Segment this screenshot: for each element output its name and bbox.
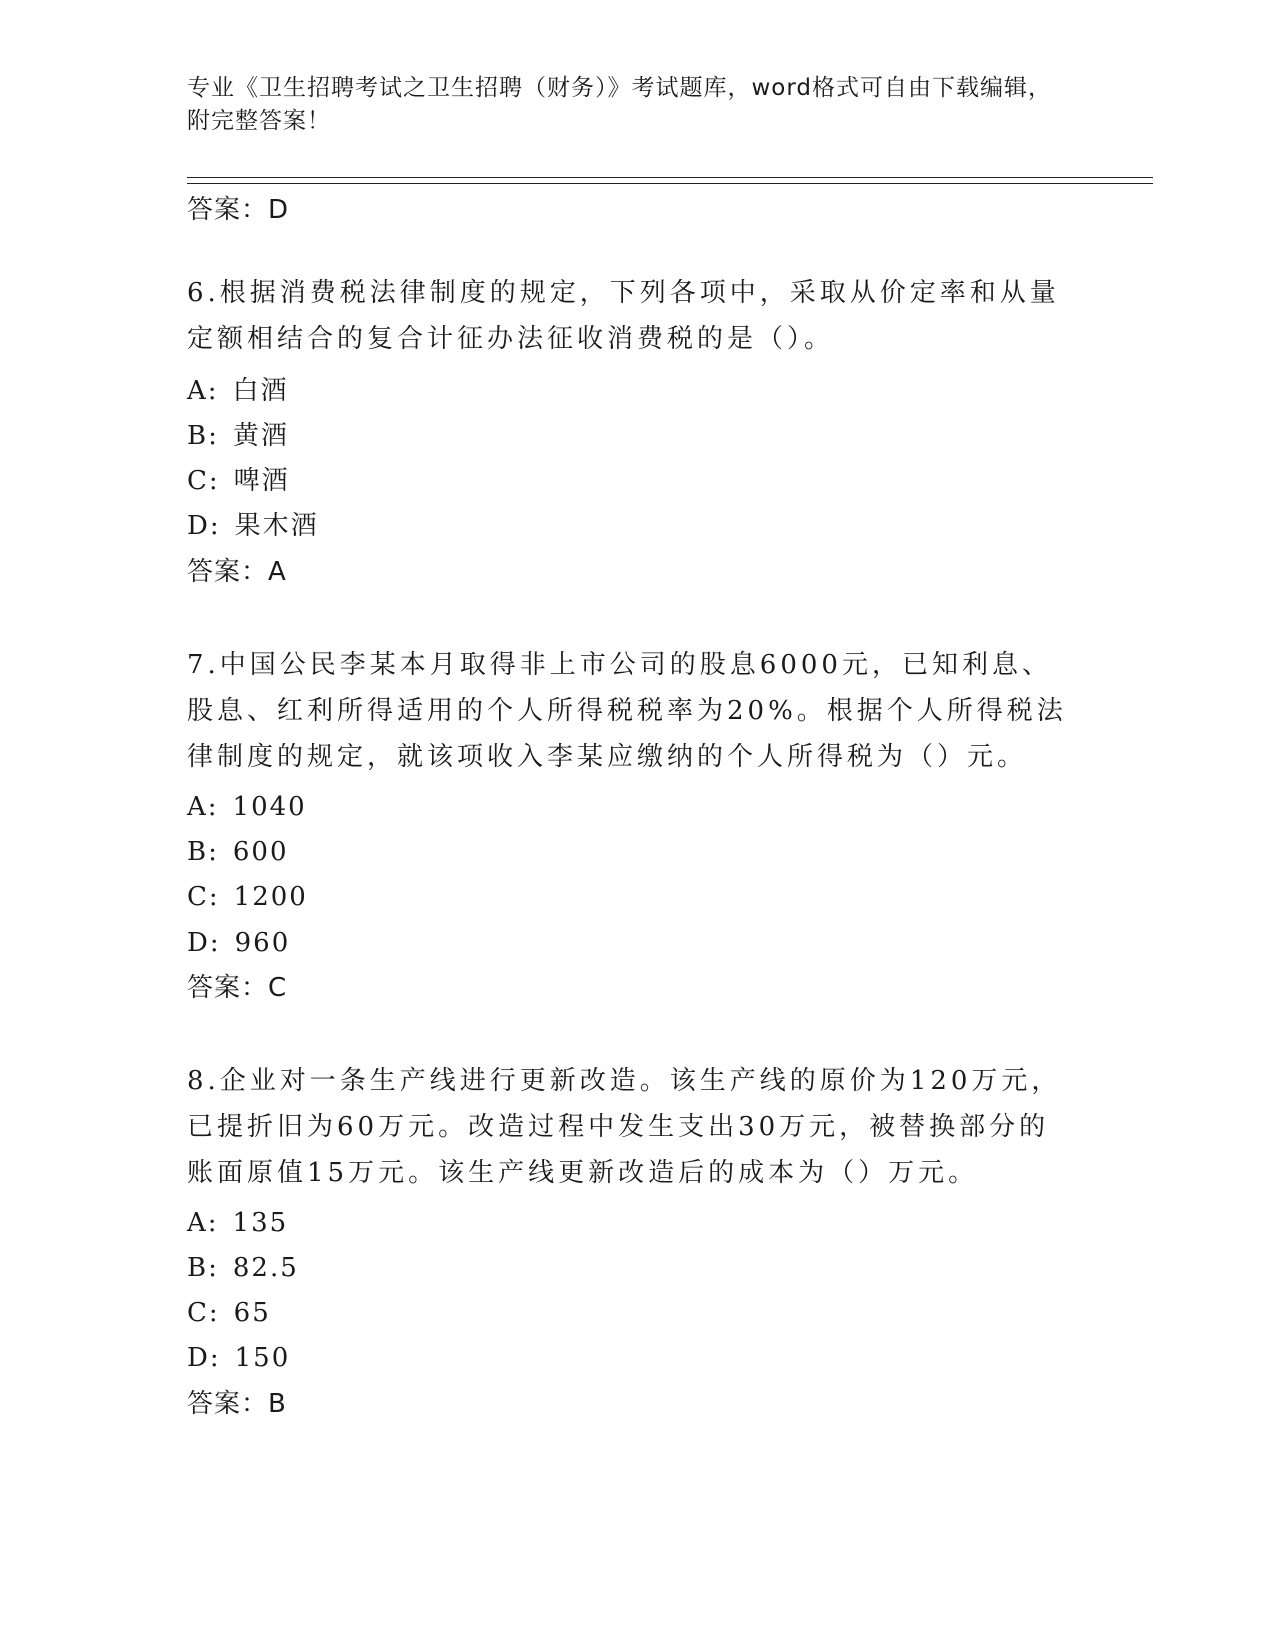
answer-q6: 答案：A xyxy=(187,557,287,587)
question-7-option-a xyxy=(187,790,307,824)
option-key: C: xyxy=(187,882,220,912)
option-key: C: xyxy=(187,1298,220,1328)
question-7-option-d xyxy=(187,926,290,960)
option-text: 135 xyxy=(232,1208,289,1238)
option-text: 1040 xyxy=(232,792,307,822)
question-8-option-d xyxy=(187,1341,290,1375)
question-8-option-c xyxy=(187,1296,271,1330)
option-key: C: xyxy=(187,466,220,496)
document-header: 专业《卫生招聘考试之卫生招聘（财务）》考试题库，word格式可自由下载编辑，附完整答案！ xyxy=(187,75,1053,134)
option-text: 果木酒 xyxy=(234,511,319,541)
option-key: A: xyxy=(187,1208,219,1238)
question-6-option-c xyxy=(187,464,290,498)
answer-q8: 答案：B xyxy=(187,1389,287,1419)
option-text: 黄酒 xyxy=(232,421,289,451)
answer-q5: 答案：D xyxy=(187,195,290,225)
option-key: D: xyxy=(187,1343,221,1373)
option-text: 65 xyxy=(233,1298,271,1328)
question-6-option-b xyxy=(187,419,289,453)
option-text: 600 xyxy=(232,837,289,867)
header-rule-top xyxy=(187,177,1153,178)
question-7-option-c xyxy=(187,880,308,914)
option-text: 82.5 xyxy=(232,1253,299,1283)
option-key: D: xyxy=(187,511,221,541)
option-key: B: xyxy=(187,421,219,451)
question-6-stem: 6.根据消费税法律制度的规定，下列各项中，采取从价定率和从量定额相结合的复合计征办法征收消费税的是（）。 xyxy=(187,278,1060,354)
option-key: D: xyxy=(187,928,221,958)
question-8-option-a xyxy=(187,1206,288,1240)
option-text: 960 xyxy=(234,928,291,958)
question-8-option-b xyxy=(187,1251,299,1285)
option-key: B: xyxy=(187,1253,219,1283)
question-7-option-b xyxy=(187,835,289,869)
option-key: A: xyxy=(187,376,219,406)
question-8-stem: 8.企业对一条生产线进行更新改造。该生产线的原价为120万元，已提折旧为60万元。改造过程中发生支出30万元，被替换部分的账面原值15万元。该生产线更新改造后的成本为（）万元。 xyxy=(187,1066,1062,1188)
option-text: 白酒 xyxy=(232,376,289,406)
question-7-stem: 7.中国公民李某本月取得非上市公司的股息6000元，已知利息、股息、红利所得适用的个人所得税税率为20%。根据个人所得税法律制度的规定，就该项收入李某应缴纳的个人所得税为（）元。 xyxy=(187,650,1067,772)
question-6-option-a xyxy=(187,374,289,408)
answer-q7: 答案：C xyxy=(187,973,288,1003)
option-key: A: xyxy=(187,792,219,822)
option-text: 150 xyxy=(234,1343,291,1373)
question-6-option-d xyxy=(187,509,319,543)
option-key: B: xyxy=(187,837,219,867)
header-rule-bottom xyxy=(187,183,1153,184)
option-text: 啤酒 xyxy=(233,466,290,496)
option-text: 1200 xyxy=(233,882,308,912)
